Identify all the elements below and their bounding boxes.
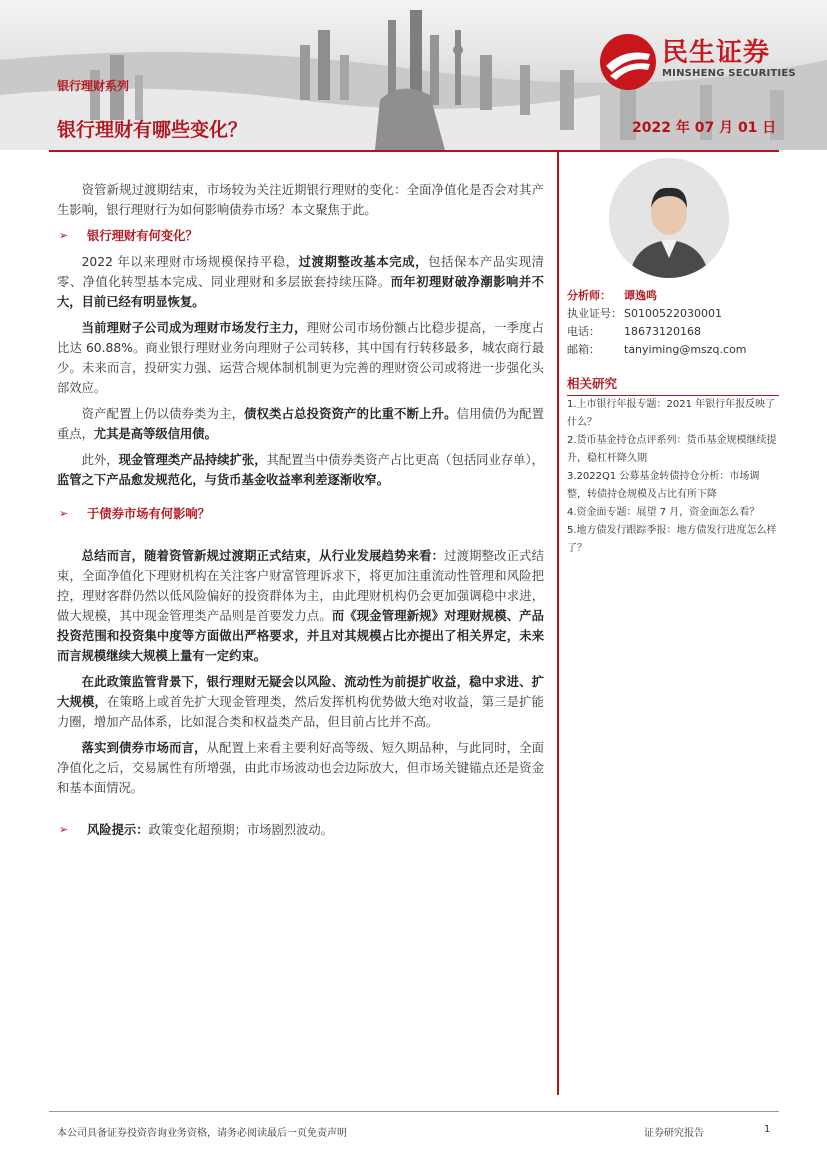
report-series: 银行理财系列 — [57, 79, 130, 93]
logo-english-text: MINSHENG SECURITIES — [662, 68, 796, 79]
paragraph: 此外，现金管理类产品持续扩张，其配置当中债券类资产占比更高（包括同业存单），监管之下产品愈发规范化，与货币基金收益率利差逐渐收窄。 — [57, 453, 544, 487]
paragraph: 资产配置上仍以债券类为主，债权类占总投资资产的比重不断上升。信用债仍为配置重点，尤其是高等级信用债。 — [57, 407, 544, 441]
email-label: 邮箱： — [567, 343, 600, 356]
section-title-2: 于债券市场有何影响？ — [87, 507, 210, 521]
related-item-1[interactable]: 1.上市银行年报专题：2021 年银行年报反映了什么？ — [567, 399, 776, 428]
report-title: 银行理财有哪些变化？ — [57, 119, 248, 141]
paragraph: 当前理财子公司成为理财市场发行主力，理财公司市场份额占比稳步提高，一季度占比达 60.88%。商业银行理财业务向理财子公司转移，其中国有行转移最多，城农商行最少。未来而言，投研实力强、运营合规体制机制更为完善的理财资公司或将进一步强化头部效应。 — [57, 321, 544, 395]
arrow-bullet-icon: ➢ — [59, 229, 69, 242]
phone-label: 电话： — [567, 325, 600, 338]
column-divider — [557, 152, 559, 1095]
section-heading-2 — [57, 504, 544, 524]
intro-paragraph: 资管新规过渡期结束，市场较为关注近期银行理财的变化：全面净值化是否会对其产生影响，银行理财行为如何影响债券市场？本文聚焦于此。 — [57, 183, 544, 217]
related-item-5[interactable]: 5.地方债发行跟踪季报：地方债发行进度怎么样了？ — [567, 525, 777, 554]
footer-report-type: 证券研究报告 — [644, 1128, 704, 1139]
risk-text: 政策变化超预期；市场剧烈波动。 — [148, 823, 333, 837]
related-item-2[interactable]: 2.货币基金持仓点评系列：货币基金规模继续提升，稳杠杆降久期 — [567, 435, 777, 464]
page-number: 1 — [764, 1124, 771, 1135]
risk-warning — [57, 820, 544, 840]
paragraph: 落实到债券市场而言，从配置上来看主要利好高等级、短久期品种，与此同时，全面净值化之后，交易属性有所增强，由此市场波动也会边际放大，但市场关键锚点还是资金和基本面情况。 — [57, 741, 544, 795]
paragraph: 2022 年以来理财市场规模保持平稳，过渡期整改基本完成，包括保本产品实现清零、净值化转型基本完成、同业理财和多层嵌套持续压降。而年初理财破净潮影响并不大，目前已经有明显恢复。 — [57, 255, 544, 309]
analyst-role-label: 分析师： — [567, 289, 611, 302]
paragraph: 在此政策监管背景下，银行理财无疑会以风险、流动性为前提扩收益，稳中求进、扩大规模，在策略上或首先扩大现金管理类，然后发挥机构优势做大绝对收益，第三是扩能力圈，增加产品体系，比如混合类和权益类产品，但目前占比并不高。 — [57, 675, 544, 729]
analyst-info — [567, 287, 747, 359]
related-research-list — [567, 396, 779, 558]
paragraph: 总结而言，随着资管新规过渡期正式结束，从行业发展趋势来看：过渡期整改正式结束，全面净值化下理财机构在关注客户财富管理诉求下，将更加注重流动性管理和风险把控，理财客群仍然以低风险偏好的投资群体为主，由此理财机构仍会更加强调稳中求进，做大规模，其中现金管理类产品则是首要发力点。而《现金管理新规》对理财规模、产品投资范围和投资集中度等方面做出严格要求，并且对其规模占比亦提出了相关界定，未来而言规模继续大规模上量有一定约束。 — [57, 549, 544, 663]
person-icon — [609, 158, 729, 278]
analyst-name: 谭逸鸣 — [624, 289, 657, 302]
footer-divider — [49, 1111, 779, 1112]
cert-label: 执业证号： — [567, 307, 622, 320]
minsheng-logo-icon — [598, 32, 658, 92]
related-research-title: 相关研究 — [567, 374, 779, 396]
risk-label: 风险提示： — [87, 823, 149, 837]
cert-number: S0100522030001 — [624, 307, 722, 320]
arrow-bullet-icon: ➢ — [59, 823, 69, 836]
phone-number: 18673120168 — [624, 325, 701, 338]
email-link[interactable]: tanyiming@mszq.com — [624, 343, 747, 356]
logo-chinese-text: 民生证券 — [662, 38, 771, 68]
section-title-1: 银行理财有何变化？ — [87, 229, 198, 243]
report-date: 2022 年 07 月 01 日 — [632, 120, 777, 136]
footer-disclaimer: 本公司具备证券投资咨询业务资格，请务必阅读最后一页免责声明 — [57, 1128, 347, 1139]
analyst-photo — [609, 158, 729, 278]
related-item-3[interactable]: 3.2022Q1 公募基金转债持仓分析：市场调整，转债持仓规模及占比有所下降 — [567, 471, 760, 500]
related-item-4[interactable]: 4.资金面专题：展望 7 月，资金面怎么看？ — [567, 507, 760, 518]
arrow-bullet-icon: ➢ — [59, 507, 69, 520]
section-heading-1 — [57, 226, 544, 246]
main-column — [57, 180, 544, 840]
header-divider — [49, 150, 779, 152]
